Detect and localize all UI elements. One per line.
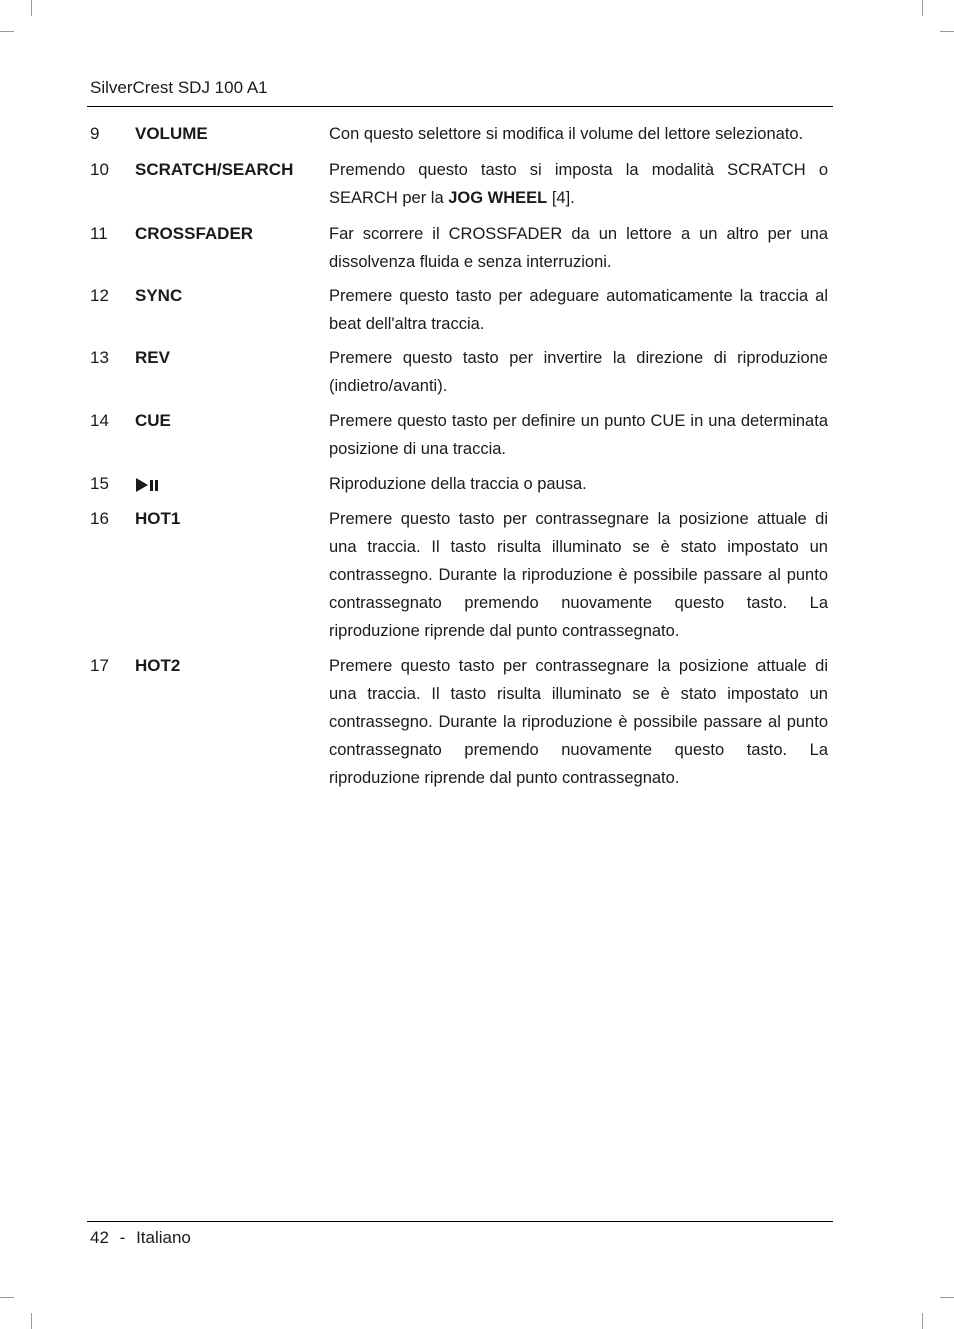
crop-mark: [940, 31, 954, 32]
item-number: 14: [90, 411, 109, 430]
item-term: VOLUME: [135, 124, 208, 143]
description-text: [4].: [547, 189, 575, 207]
table-row: [90, 344, 828, 400]
item-number: 17: [90, 656, 109, 675]
crop-mark: [0, 31, 14, 32]
item-term: SCRATCH/SEARCH: [135, 160, 294, 179]
item-description: Con questo selettore si modifica il volume del lettore selezionato.: [329, 125, 804, 143]
table-row: [90, 652, 828, 792]
item-term: HOT1: [135, 509, 181, 528]
item-term: CROSSFADER: [135, 224, 254, 243]
item-description: Riproduzione della traccia o pausa.: [329, 475, 587, 493]
control-description-table: [90, 120, 828, 792]
crop-mark: [0, 1297, 14, 1298]
item-term: [135, 470, 329, 498]
table-row: [90, 407, 828, 463]
crop-mark: [31, 1313, 32, 1329]
item-number: 15: [90, 474, 109, 493]
crop-mark: [922, 0, 923, 16]
item-description: Premere questo tasto per invertire la direzione di riproduzione (indietro/avanti).: [329, 349, 828, 395]
item-term: SYNC: [135, 286, 183, 305]
play-pause-icon: [135, 478, 159, 492]
page-header: [90, 77, 268, 99]
header-title: SilverCrest SDJ 100 A1: [90, 78, 268, 97]
page-number: 42: [90, 1228, 109, 1247]
item-term: HOT2: [135, 656, 181, 675]
item-number: 13: [90, 348, 109, 367]
crop-mark: [940, 1297, 954, 1298]
item-description: Premere questo tasto per definire un punto CUE in una determinata posizione di una traccia.: [329, 412, 828, 458]
table-row: [90, 156, 828, 212]
item-term: CUE: [135, 411, 171, 430]
page-footer: [90, 1227, 191, 1249]
item-number: 9: [90, 124, 100, 143]
footer-separator: -: [119, 1228, 126, 1247]
table-row: [90, 220, 828, 276]
item-number: 10: [90, 160, 109, 179]
description-bold-text: JOG WHEEL: [448, 189, 548, 207]
item-term: REV: [135, 348, 170, 367]
item-description: Premere questo tasto per contrassegnare la posizione attuale di una traccia. Il tasto risulta illuminato se è stato impostato un contrassegno. Durante la riproduzione è possibile passare al punto contrassegnato premendo nuovamente questo tasto. La riproduzione riprende dal punto contrassegnato.: [329, 657, 828, 787]
item-description: Premere questo tasto per adeguare automaticamente la traccia al beat dell'altra traccia.: [329, 287, 828, 333]
item-description: Premere questo tasto per contrassegnare la posizione attuale di una traccia. Il tasto risulta illuminato se è stato impostato un contrassegno. Durante la riproduzione è possibile passare al punto contrassegnato premendo nuovamente questo tasto. La riproduzione riprende dal punto contrassegnato.: [329, 510, 828, 640]
table-row: [90, 470, 828, 498]
table-row: [90, 120, 828, 148]
item-number: 16: [90, 509, 109, 528]
header-rule: [87, 106, 833, 107]
item-description: Far scorrere il CROSSFADER da un lettore a un altro per una dissolvenza fluida e senza interruzioni.: [329, 225, 828, 271]
table-row: [90, 282, 828, 338]
description-text: Premendo questo tasto si imposta la modalità SCRATCH o SEARCH per la: [329, 161, 828, 207]
crop-mark: [922, 1313, 923, 1329]
table-row: [90, 505, 828, 645]
footer-rule: [87, 1221, 833, 1222]
item-number: 12: [90, 286, 109, 305]
item-description: [329, 156, 828, 212]
crop-mark: [31, 0, 32, 16]
item-number: 11: [90, 224, 108, 243]
footer-language: Italiano: [136, 1228, 191, 1247]
